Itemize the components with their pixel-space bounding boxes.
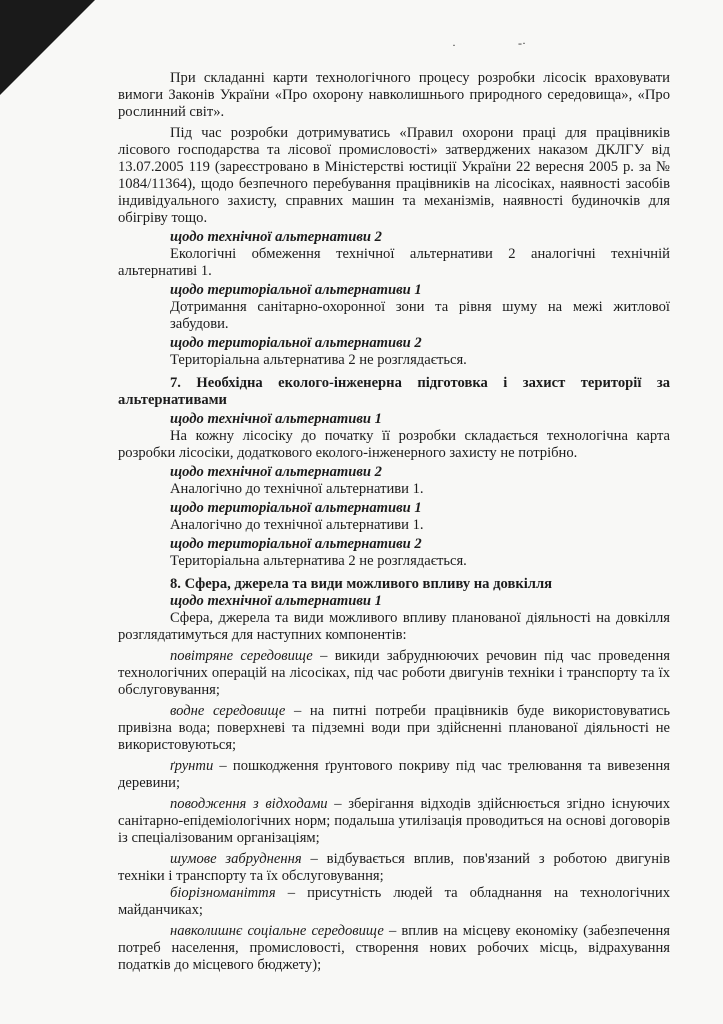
paragraph-laws: При складанні карти технологічного процесу розробки лісосік враховувати вимоги Законів України «Про охорону навколишнього природного середовища», «Про рослинний світ». (118, 70, 670, 120)
impact-term: ґрунти (170, 758, 214, 774)
paragraph-safety-rules: Під час розробки дотримуватись «Правил охорони праці для працівників лісового господарства та лісової промисловості» затверджених наказом ДКЛГУ від 13.07.2005 119 (зареєстровано в Міністерстві юстиції України 22 вересня 2005 р. за № 1084/11364), щодо безпечного перебування працівників на лісосіках, наявності засобів індивідуального захисту, справних машин та механізмів, наявності будиночків для обігріву тощо. (118, 125, 670, 226)
impact-text: – пошкодження ґрунтового покриву під час трелювання та вивезення деревини; (118, 758, 670, 791)
s8-heading-technical-alternative-1: щодо технічної альтернативи 1 (170, 593, 382, 609)
impact-term: водне середовище (170, 703, 286, 719)
impact-term: біорізноманіття (170, 885, 276, 901)
scan-dot-mark: · (452, 38, 456, 52)
impact-item-air (118, 648, 670, 699)
impact-item-waste (118, 796, 670, 847)
impact-term: шумове забруднення (170, 851, 302, 867)
section-7-heading (118, 375, 670, 409)
heading-technical-alternative-2: щодо технічної альтернативи 2 (170, 229, 382, 245)
impact-components-list (118, 648, 670, 974)
s7-text-technical-alternative-2: Аналогічно до технічної альтернативи 1. (170, 481, 424, 497)
document-body (118, 70, 670, 974)
text-technical-alternative-2: Екологічні обмеження технічної альтернативи 2 аналогічні технічній альтернативі 1. (118, 246, 670, 279)
s7-heading-territorial-alternative-1: щодо територіальної альтернативи 1 (170, 500, 422, 516)
s7-text-technical-alternative-1: На кожну лісосіку до початку її розробки складається технологічна карта розробки лісосіки, додаткового еколого-інженерного захисту не потрібно. (118, 428, 670, 461)
impact-text: – на питні потреби працівників буде використовуватись привізна вода; поверхневі та підземні води при здійсненні планованої діяльності не використовуються; (118, 703, 671, 753)
impact-term: навколишнє соціальне середовище (170, 923, 384, 939)
scan-corner-shadow (0, 0, 95, 95)
impact-item-noise (118, 851, 670, 885)
s7-text-territorial-alternative-2: Територіальна альтернатива 2 не розглядається. (170, 553, 467, 569)
impact-item-social (118, 923, 670, 974)
impact-text: – вплив на місцеву економіку (забезпечення потреб населення, промисловості, створення нових робочих місць, відрахування податків до місцевого бюджету); (118, 923, 670, 973)
s7-heading-technical-alternative-1: щодо технічної альтернативи 1 (170, 411, 382, 427)
s7-heading-territorial-alternative-2: щодо територіальної альтернативи 2 (170, 536, 422, 552)
section-7-title: 7. Необхідна еколого-інженерна підготовка і захист території за альтернативами (118, 375, 670, 408)
scan-dash-mark: -· (518, 36, 526, 50)
impact-item-soil (118, 758, 670, 792)
impact-text: – відбувається вплив, пов'язаний з роботою двигунів техніки і транспорту та їх обслуговування; (118, 851, 670, 884)
heading-territorial-alternative-2: щодо територіальної альтернативи 2 (170, 335, 422, 351)
impact-term: повітряне середовище (170, 648, 313, 664)
s8-intro: Сфера, джерела та види можливого впливу планованої діяльності на довкілля розглядатимуться для наступних компонентів: (118, 610, 670, 643)
section-8-heading: 8. Сфера, джерела та види можливого впливу на довкілля (170, 576, 553, 592)
impact-text: – зберігання відходів здійснюється згідно існуючих санітарно-епідеміологічних норм; подальша утилізація проводиться на основі договорів із спеціалізованим організаціям; (118, 796, 670, 846)
impact-text: – присутність людей та обладнання на технологічних майданчиках; (118, 885, 670, 918)
heading-territorial-alternative-1: щодо територіальної альтернативи 1 (170, 282, 422, 298)
text-territorial-alternative-1: Дотримання санітарно-охоронної зони та рівня шуму на межі житлової забудови. (170, 299, 670, 332)
impact-item-water (118, 703, 670, 754)
text-territorial-alternative-2: Територіальна альтернатива 2 не розглядається. (170, 352, 467, 368)
impact-text: – викиди забруднюючих речовин під час проведення технологічних операцій на лісосіках, під час роботи двигунів техніки і транспорту та їх обслуговування; (118, 648, 670, 698)
s7-heading-technical-alternative-2: щодо технічної альтернативи 2 (170, 464, 382, 480)
impact-term: поводження з відходами (170, 796, 328, 812)
s7-text-territorial-alternative-1: Аналогічно до технічної альтернативи 1. (170, 517, 424, 533)
impact-item-biodiversity (118, 885, 670, 919)
